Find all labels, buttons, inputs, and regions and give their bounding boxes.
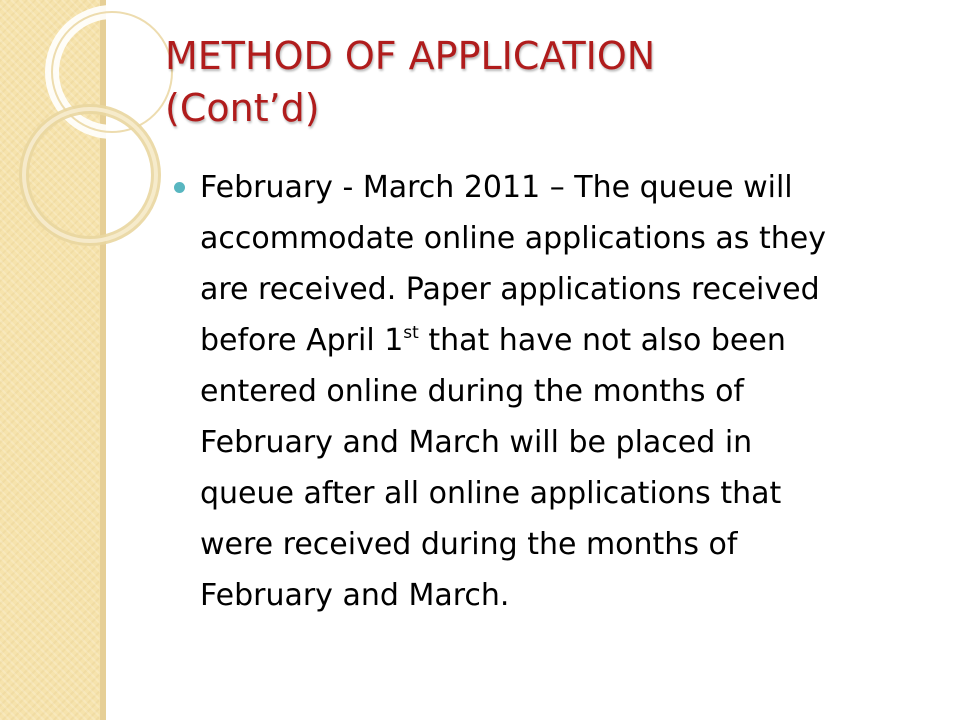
bullet-line-4 bbox=[200, 315, 919, 366]
bullet-list bbox=[174, 162, 919, 621]
bullet-line-5: entered online during the months of bbox=[200, 374, 744, 409]
title-line-1: METHOD OF APPLICATION bbox=[165, 34, 656, 78]
bullet-line-3: are received. Paper applications received bbox=[200, 272, 820, 307]
bullet-line-4-end: that have not also been bbox=[418, 323, 786, 358]
bullet-icon bbox=[174, 182, 185, 193]
bullet-line-8: were received during the months of bbox=[200, 527, 738, 562]
bullet-item bbox=[174, 162, 919, 621]
slide-title bbox=[165, 30, 925, 134]
bullet-line-9: February and March. bbox=[200, 578, 510, 613]
bullet-line-4-start: before April 1 bbox=[200, 323, 404, 358]
bullet-line-2: accommodate online applications as they bbox=[200, 221, 826, 256]
bullet-line-1: February - March 2011 – The queue will bbox=[200, 170, 793, 205]
bullet-line-7: queue after all online applications that bbox=[200, 476, 782, 511]
ordinal-suffix: st bbox=[403, 323, 419, 343]
bullet-line-6: February and March will be placed in bbox=[200, 425, 753, 460]
title-line-2: (Cont’d) bbox=[165, 86, 320, 130]
